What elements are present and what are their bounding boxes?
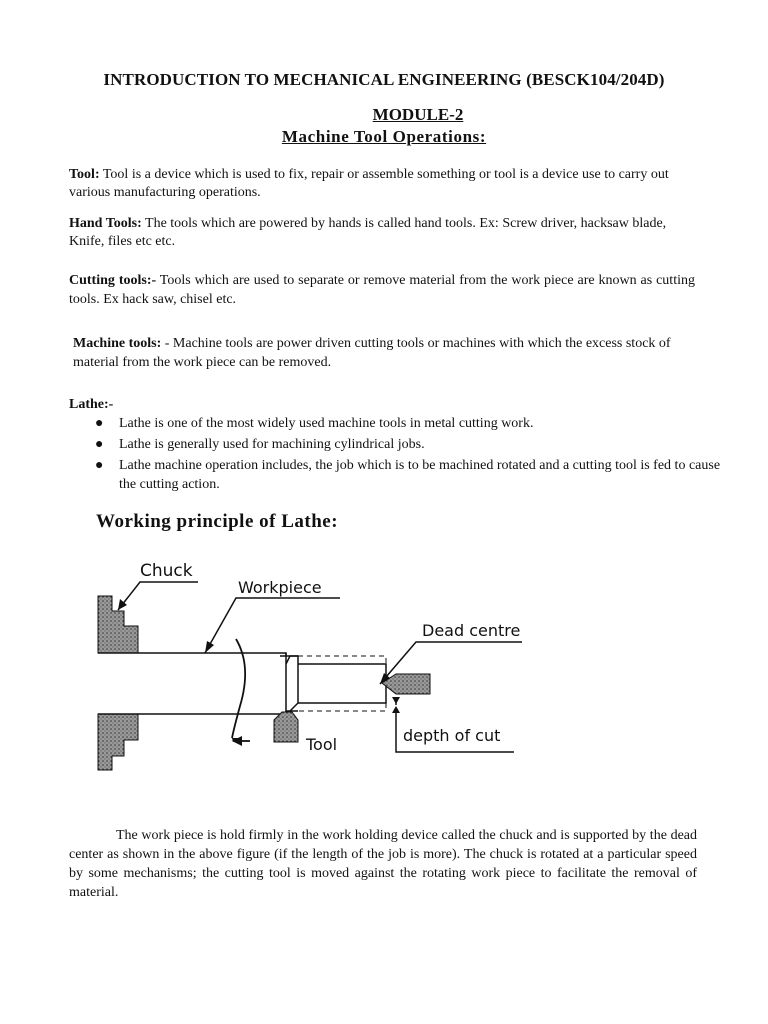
lathe-diagram [90,556,530,786]
workpiece-shape [280,656,386,711]
tool-shape [274,712,298,742]
definition-text: Tools which are used to separate or remove material from the work piece are known as cutting tools. Ex hack saw, chisel etc. [69,273,695,307]
definition-term: Machine tools: [73,336,162,351]
bullet-icon: ● [95,458,104,473]
definition-text: Tool is a device which is used to fix, repair or assemble something or tool is a device use to carry out various manufacturing operations. [69,167,669,200]
chuck-leader [118,582,198,610]
lathe-heading: Lathe:- [69,397,114,412]
dead-centre-shape [382,674,430,694]
workpiece-shape [98,653,286,714]
machine-tools-definition [73,334,699,372]
cutting-tools-definition [69,271,695,309]
dead-centre-label: Dead centre [422,621,521,640]
working-principle-paragraph: The work piece is hold firmly in the work holding device called the chuck and is supported by the dead center as shown in the above figure (if the length of the job is more). The chuck is rotated at a particular speed by some mechanisms; the cutting tool is moved against the rotating work piece to facilitate the removal of material. [69,828,697,900]
module-heading: MODULE-2 [372,105,464,124]
workpiece-label: Workpiece [238,578,322,597]
workpiece-leader [205,598,340,653]
definition-text: - Machine tools are power driven cutting tools or machines with which the excess stock of material from the work piece can be removed. [73,336,671,370]
definition-term: Hand Tools: [69,216,142,231]
section-heading: Machine Tool Operations: [281,127,487,146]
list-item: ● Lathe is generally used for machining cylindrical jobs. [95,437,425,452]
tool-label: Tool [306,735,338,754]
tool-definition [69,166,695,201]
chuck-shape [98,714,138,770]
bullet-icon: ● [95,416,104,431]
definition-term: Cutting tools:- [69,273,157,288]
list-item: ● Lathe machine operation includes, the job which is to be machined rotated and a cutting tool is fed to cause the cutting action. [95,458,721,492]
bullet-icon: ● [95,437,104,452]
definition-text: The tools which are powered by hands is called hand tools. Ex: Screw driver, hacksaw blade, Knife, files etc etc. [69,216,667,249]
list-item: ● Lathe is one of the most widely used machine tools in metal cutting work. [95,416,534,431]
lathe-bullet-list [69,414,739,496]
document-title: INTRODUCTION TO MECHANICAL ENGINEERING (BESCK104/204D) [103,70,665,89]
chuck-label: Chuck [140,561,193,581]
hand-tools-definition [69,215,695,250]
workpiece-shape [286,653,298,714]
working-principle-heading: Working principle of Lathe: [96,511,339,532]
depth-of-cut-label: depth of cut [403,726,501,745]
definition-term: Tool: [69,167,100,182]
chuck-shape [98,596,138,653]
